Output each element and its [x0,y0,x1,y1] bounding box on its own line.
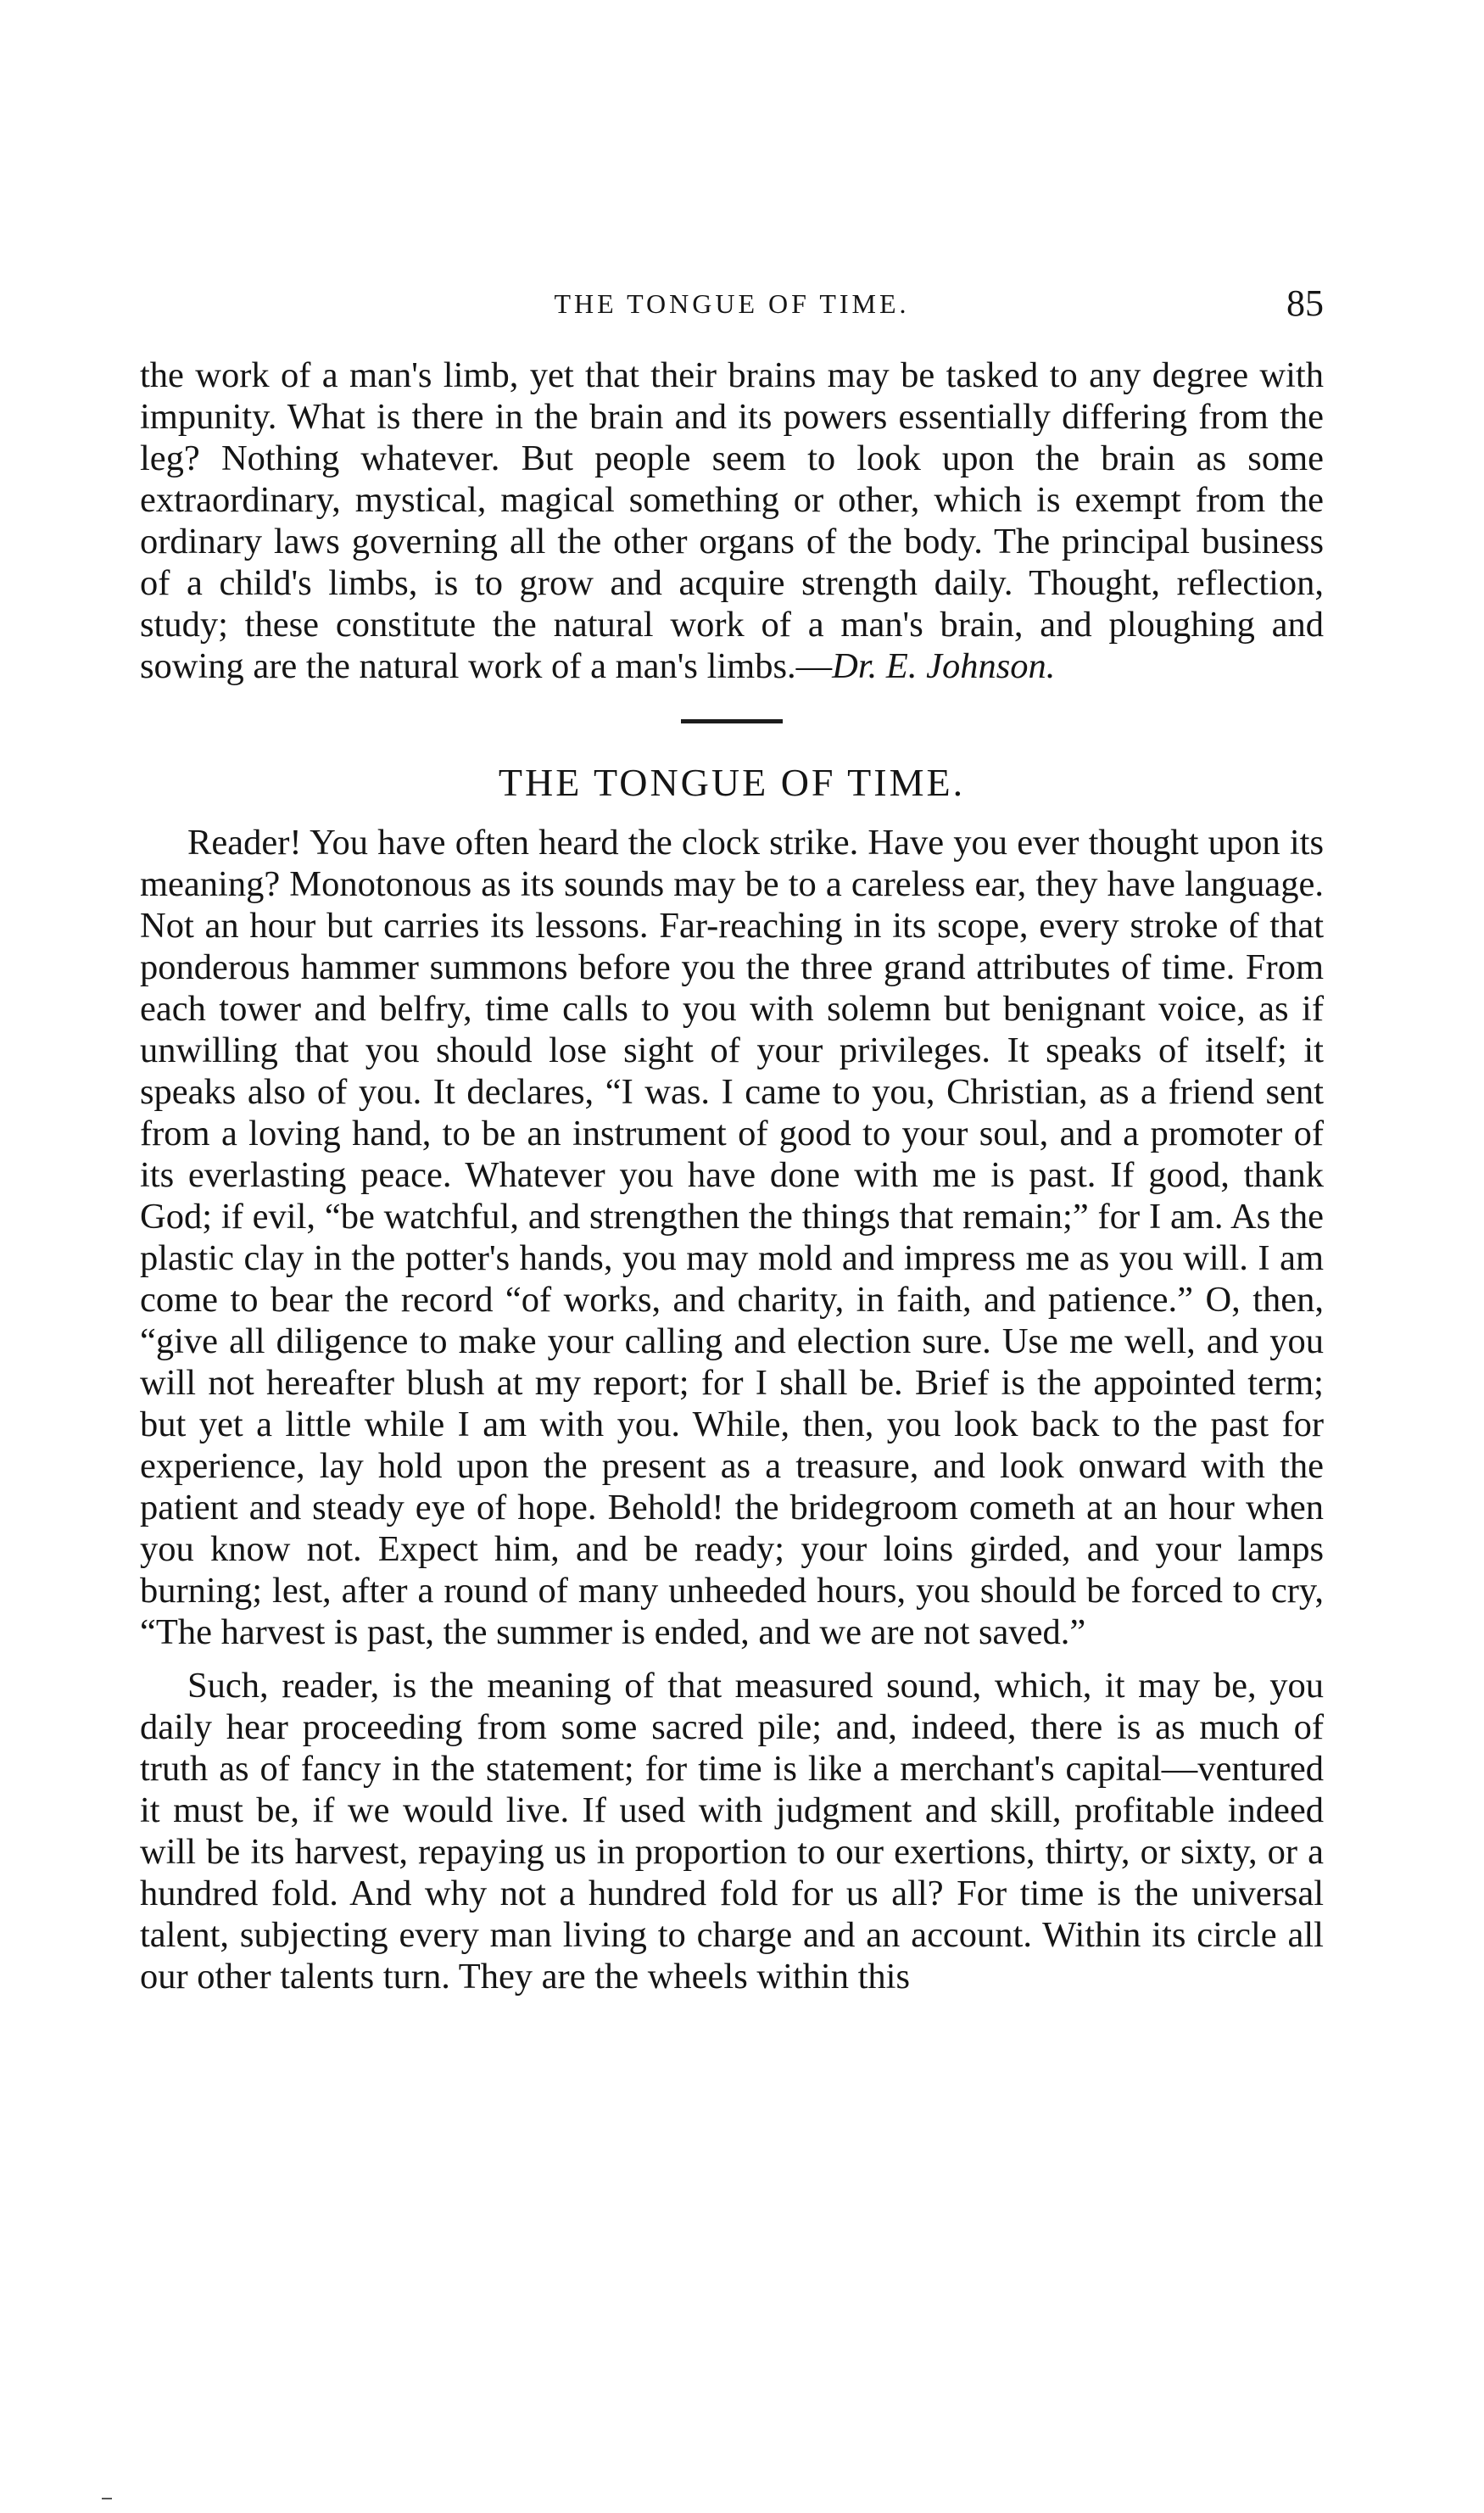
running-title: THE TONGUE OF TIME. [554,288,910,319]
author-signature: Dr. E. Johnson. [832,646,1056,686]
continuation-text: the work of a man's limb, yet that their brains may be tasked to any degree with impunity. What is there in the brain and its powers essentially differing from the leg? Nothing whatever. But people seem to look upon the brain as some extraordinary, mystical, magical something or other, which is exempt from the ordinary laws governing all the other organs of the body. The principal business of a child's limbs, is to grow and acquire strength daily. Thought, reflection, study; these constitute the natural work of a man's brain, and ploughing and sowing are the natural work of a man's limbs.— [140,355,1324,686]
page-number: 85 [1286,282,1324,324]
section-divider [681,719,783,723]
section-heading: THE TONGUE OF TIME. [498,761,966,804]
running-head [140,278,1324,329]
continuation-paragraph [140,355,1324,687]
article-paragraph: Such, reader, is the meaning of that measured sound, which, it may be, you daily hear proceeding from some sacred pile; and, indeed, there is as much of truth as of fancy in the statement; for time is like a merchant's capital—ventured it must be, if we would live. If used with judgment and skill, profitable indeed will be its harvest, repaying us in proportion to our exertions, thirty, or sixty, or a hundred fold. And why not a hundred fold for us all? For time is the universal talent, subjecting every man living to charge and an account. Within its circle all our other talents turn. They are the wheels within this [140,1666,1324,1996]
margin-mark [102,2498,112,2499]
article-paragraph: Reader! You have often heard the clock strike. Have you ever thought upon its meaning? Monotonous as its sounds may be to a careless ear, they have language. Not an hour but carries its lessons. Far-reaching in its scope, every stroke of that ponderous hammer summons before you the three grand attributes of time. From each tower and belfry, time calls to you with solemn but benignant voice, as if unwilling that you should lose sight of your privileges. It speaks of itself; it speaks also of you. It declares, “I was. I came to you, Christian, as a friend sent from a loving hand, to be an instrument of good to your soul, and a promoter of its everlasting peace. Whatever you have done with me is past. If good, thank God; if evil, “be watchful, and strengthen the things that remain;” for I am. As the plastic clay in the potter's hands, you may mold and impress me as you will. I am come to bear the record “of works, and charity, in faith, and patience.” O, then, “give all diligence to make your calling and election sure. Use me well, and you will not hereafter blush at my report; for I shall be. Brief is the appointed term; but yet a little while I am with you. While, then, you look back to the past for experience, lay hold upon the present as a treasure, and look onward with the patient and steady eye of hope. Behold! the bridegroom cometh at an hour when you know not. Expect him, and be ready; your loins girded, and your lamps burning; lest, after a round of many unheeded hours, you should be forced to cry, “The harvest is past, the summer is ended, and we are not saved.” [140,823,1324,1652]
text-column [140,355,1324,1997]
